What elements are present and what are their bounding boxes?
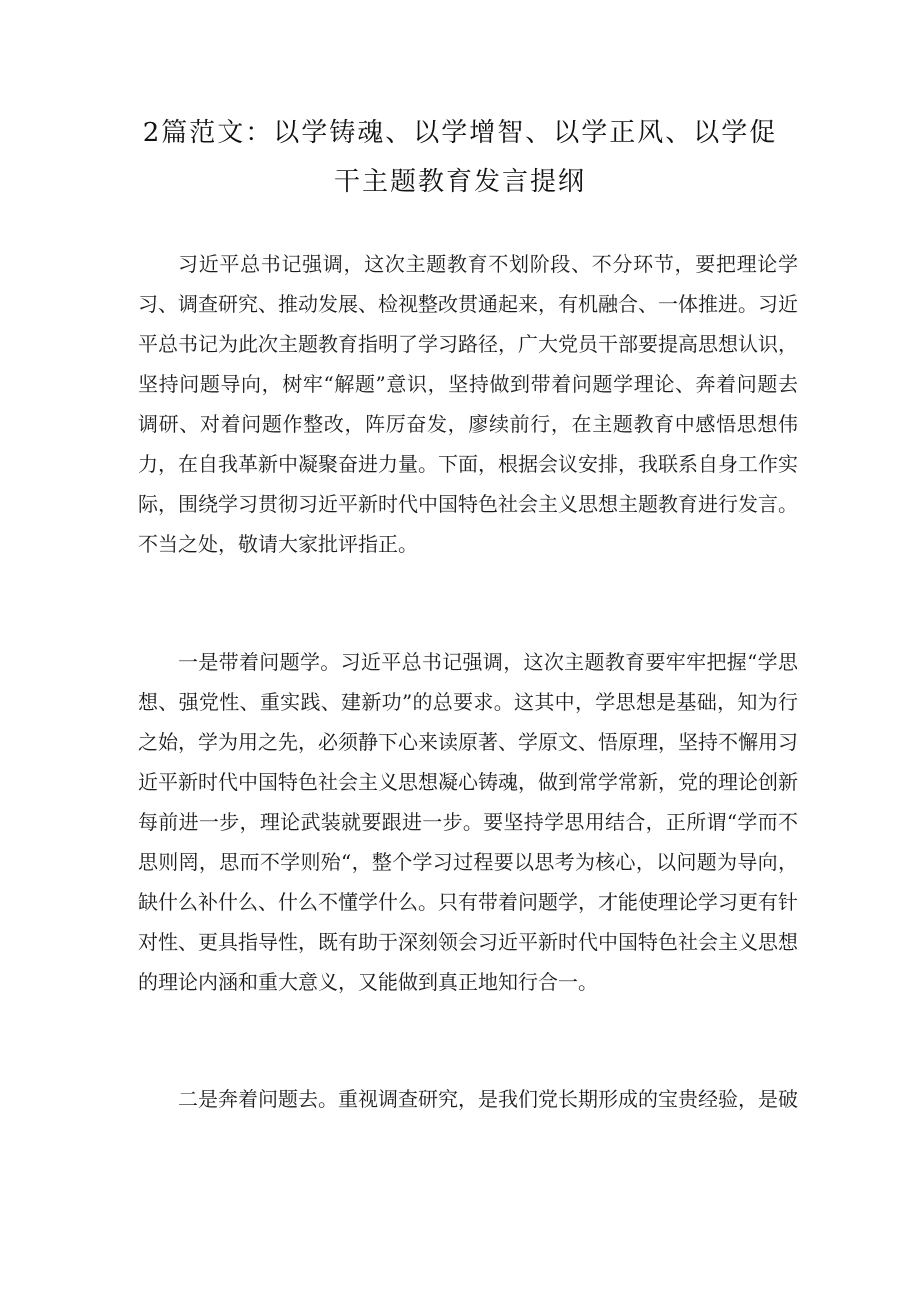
document-title-line-1: 2篇范文：以学铸魂、以学增智、以学正风、以学促 [142, 118, 778, 148]
document-title-line-2: 干主题教育发言提纲 [333, 167, 586, 197]
body-paragraph-point-two: 二是奔着问题去。重视调查研究，是我们党长期形成的宝贵经验，是破 [178, 1087, 798, 1111]
body-paragraph-intro: 习近平总书记强调，这次主题教育不划阶段、不分环节，要把理论学习、调查研究、推动发展、检视整改贯通起来，有机融合、一体推进。习近平总书记为此次主题教育指明了学习路径，广大党员干部要提高思想认识，坚持问题导向，树牢“解题”意识，坚持做到带着问题学理论、奔着问题去调研、对着问题作整改，阵厉奋发，廖续前行，在主题教育中感悟思想伟力，在自我革新中凝聚奋进力量。下面，根据会议安排，我联系自身工作实际，围绕学习贯彻习近平新时代中国特色社会主义思想主题教育进行发言。不当之处，敬请大家批评指正。 [138, 252, 798, 556]
body-paragraph-point-one: 一是带着问题学。习近平总书记强调，这次主题教育要牢牢把握“学思想、强党性、重实践、建新功”的总要求。这其中，学思想是基础，知为行之始，学为用之先，必须静下心来读原著、学原文、悟原理，坚持不懈用习近平新时代中国特色社会主义思想凝心铸魂，做到常学常新，党的理论创新每前进一步，理论武装就要跟进一步。要坚持学思用结合，正所谓“学而不思则罔，思而不学则殆“，整个学习过程要以思考为核心，以问题为导向，缺什么补什么、什么不懂学什么。只有带着问题学，才能使理论学习更有针对性、更具指导性，既有助于深刻领会习近平新时代中国特色社会主义思想的理论内涵和重大意义，又能做到真正地知行合一。 [138, 650, 798, 994]
